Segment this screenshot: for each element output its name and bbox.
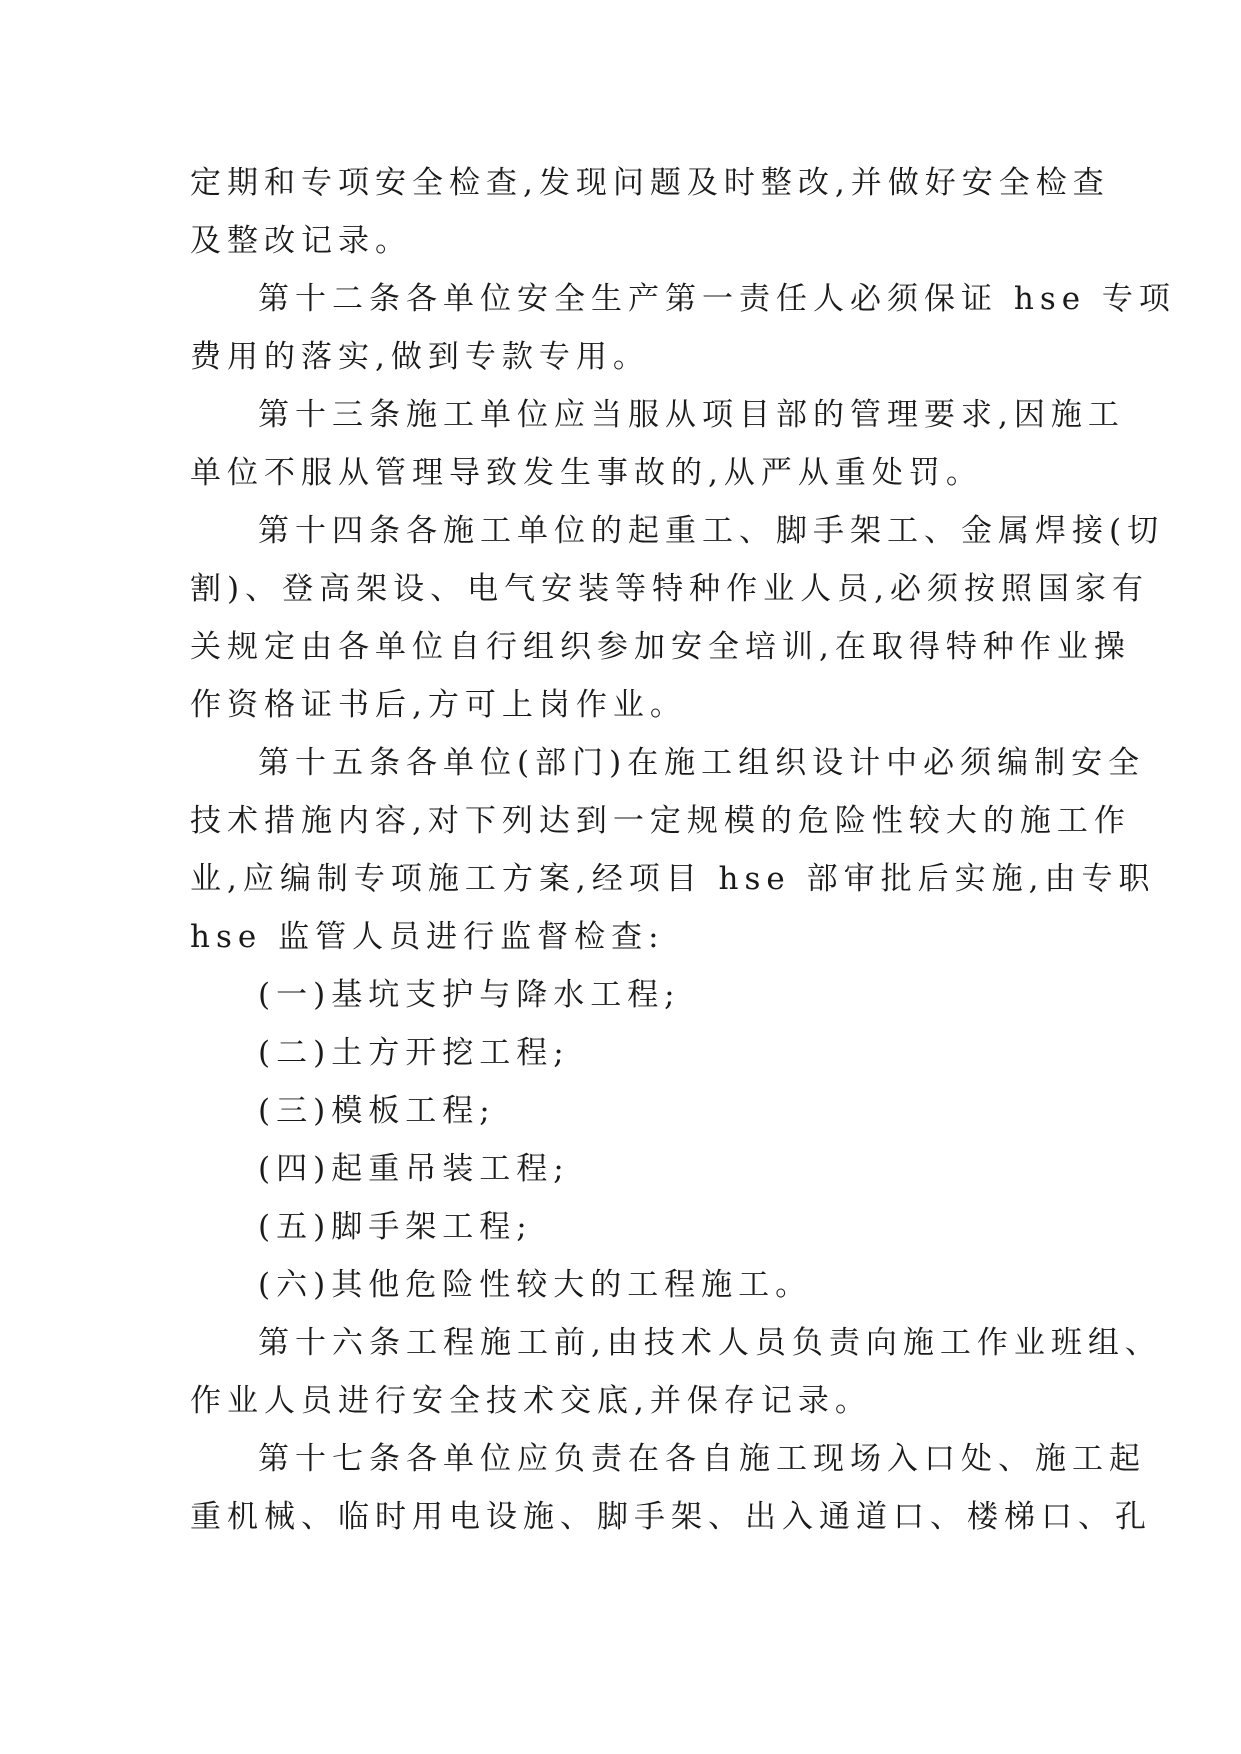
text-line: 费用的落实,做到专款专用。 bbox=[190, 339, 650, 375]
text-line: 重机械、临时用电设施、脚手架、出入通道口、楼梯口、孔 bbox=[190, 1499, 1152, 1535]
paragraph-article-16 bbox=[190, 1314, 1162, 1430]
document-body bbox=[190, 154, 1176, 1546]
paragraph-article-12 bbox=[190, 270, 1176, 386]
text-line: 第十四条各施工单位的起重工、脚手架工、金属焊接(切 bbox=[258, 513, 1165, 549]
text-line: 第十三条施工单位应当服从项目部的管理要求,因施工 bbox=[258, 397, 1125, 433]
paragraph-continuation bbox=[190, 154, 1110, 270]
text-line: 关规定由各单位自行组织参加安全培训,在取得特种作业操 bbox=[190, 629, 1131, 665]
list-item: (四)起重吊装工程; bbox=[258, 1151, 570, 1187]
list-item: (三)模板工程; bbox=[258, 1093, 496, 1129]
text-line: 第十二条各单位安全生产第一责任人必须保证 hse 专项 bbox=[258, 281, 1176, 317]
list-item: (五)脚手架工程; bbox=[258, 1209, 533, 1245]
text-line: 技术措施内容,对下列达到一定规模的危险性较大的施工作 bbox=[190, 803, 1131, 839]
text-line: 割)、登高架设、电气安装等特种作业人员,必须按照国家有 bbox=[190, 571, 1149, 607]
text-line: 第十七条各单位应负责在各自施工现场入口处、施工起 bbox=[258, 1441, 1146, 1477]
text-line: 作资格证书后,方可上岗作业。 bbox=[190, 687, 687, 723]
list-item: (六)其他危险性较大的工程施工。 bbox=[258, 1267, 813, 1303]
text-line: 作业人员进行安全技术交底,并保存记录。 bbox=[190, 1383, 872, 1419]
text-line: 定期和专项安全检查,发现问题及时整改,并做好安全检查 bbox=[190, 165, 1110, 201]
text-line: 第十六条工程施工前,由技术人员负责向施工作业班组、 bbox=[258, 1325, 1162, 1361]
paragraph-article-17 bbox=[190, 1430, 1152, 1546]
text-line: 及整改记录。 bbox=[190, 223, 412, 259]
list-item: (一)基坑支护与降水工程; bbox=[258, 977, 681, 1013]
text-line: 业,应编制专项施工方案,经项目 hse 部审批后实施,由专职 bbox=[190, 861, 1156, 897]
paragraph-article-13 bbox=[190, 386, 1125, 502]
list-item: (二)土方开挖工程; bbox=[258, 1035, 570, 1071]
paragraph-article-15 bbox=[190, 734, 1156, 966]
text-line: 第十五条各单位(部门)在施工组织设计中必须编制安全 bbox=[258, 745, 1146, 781]
text-line: 单位不服从管理导致发生事故的,从严从重处罚。 bbox=[190, 455, 983, 491]
paragraph-article-14 bbox=[190, 502, 1165, 734]
text-line: hse 监管人员进行监督检查: bbox=[190, 919, 665, 955]
hazard-work-list bbox=[190, 966, 1070, 1314]
